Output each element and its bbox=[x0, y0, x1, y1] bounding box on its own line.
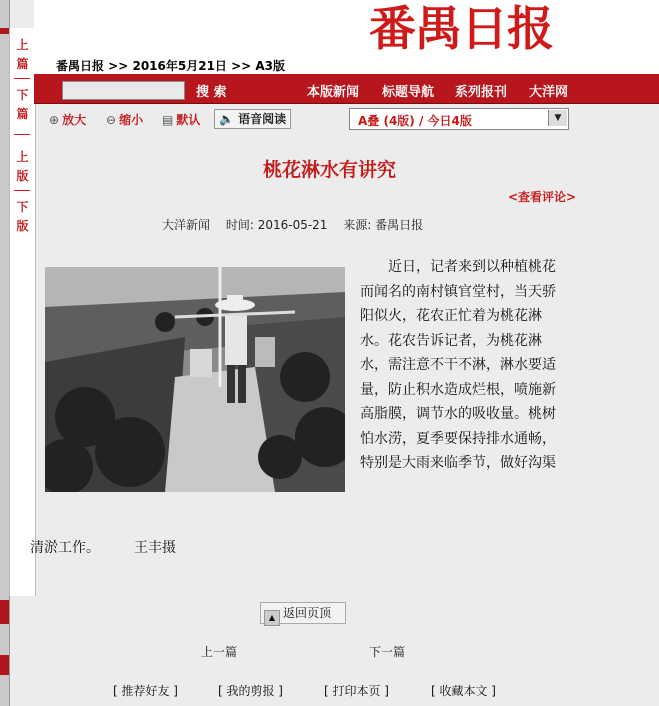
banner bbox=[34, 0, 659, 74]
nav-link-series[interactable]: 系列报刊 bbox=[455, 85, 508, 100]
nav-link-page-news[interactable]: 本版新闻 bbox=[307, 85, 360, 100]
zoom-out-label: 缩小 bbox=[119, 113, 144, 127]
prev-article-char: 篇 bbox=[16, 57, 29, 71]
document-icon: ▤ bbox=[162, 113, 174, 127]
source-site: 大洋新闻 bbox=[162, 218, 211, 232]
next-page-char: 下 bbox=[16, 200, 29, 214]
view-comments-link[interactable]: <查看评论> bbox=[508, 190, 577, 204]
vertical-nav bbox=[9, 28, 36, 596]
nav-link-dayoo[interactable]: 大洋网 bbox=[529, 85, 569, 100]
next-article-link[interactable] bbox=[10, 86, 35, 124]
edge-marker bbox=[0, 28, 9, 34]
farmer-watering-photo bbox=[45, 267, 345, 492]
next-page-link[interactable] bbox=[10, 198, 35, 236]
article-photo bbox=[45, 267, 345, 492]
prev-article-button[interactable]: 上一篇 bbox=[201, 645, 238, 659]
print-page-link[interactable]: [ 打印本页 ] bbox=[324, 684, 389, 698]
chevron-down-icon[interactable]: ▼ bbox=[548, 110, 567, 126]
arrow-up-icon: ▲ bbox=[264, 610, 280, 626]
newspaper-logo: 番禺日报 bbox=[369, 2, 553, 57]
nav-link-title-nav[interactable]: 标题导航 bbox=[382, 85, 435, 100]
divider bbox=[14, 134, 30, 135]
source: 来源: 番禺日报 bbox=[343, 218, 424, 232]
photo-credit: 王丰摄 bbox=[134, 540, 176, 556]
prev-page-char: 上 bbox=[16, 150, 29, 164]
divider bbox=[14, 190, 30, 191]
edition-select-value: A叠 (4版) / 今日4版 bbox=[358, 114, 472, 128]
bookmark-link[interactable]: [ 收藏本文 ] bbox=[431, 684, 496, 698]
zoom-in-label: 放大 bbox=[62, 113, 87, 127]
article-meta bbox=[162, 216, 435, 233]
prev-article-link[interactable] bbox=[10, 36, 35, 74]
default-size-button[interactable] bbox=[162, 111, 200, 128]
search-button[interactable]: 搜 索 bbox=[196, 85, 227, 100]
back-to-top-label: 返回页顶 bbox=[283, 606, 332, 620]
article-body: 近日，记者来到以种植桃花而闻名的南村镇官堂村，当天骄阳似火，花农正忙着为桃花淋水。花农告诉记者，为桃花淋水，需注意不干不淋，淋水要适量，防止积水造成烂根，喷施新高脂膜，调节水的吸收量。桃树怕水涝，夏季要保持排水通畅，特别是大雨来临季节，做好沟渠 bbox=[360, 259, 556, 471]
edition-select[interactable] bbox=[349, 108, 569, 130]
my-clippings-link[interactable]: [ 我的剪报 ] bbox=[218, 684, 283, 698]
zoom-in-button[interactable] bbox=[49, 111, 86, 128]
search-input[interactable] bbox=[62, 81, 185, 100]
zoom-in-icon: ⊕ bbox=[49, 113, 60, 127]
divider bbox=[14, 78, 30, 79]
breadcrumb: 番禺日报 >> 2016年5月21日 >> A3版 bbox=[56, 59, 286, 73]
article-body-tail bbox=[30, 537, 176, 557]
zoom-out-button[interactable] bbox=[106, 111, 143, 128]
next-page-char: 版 bbox=[16, 219, 29, 233]
next-article-char: 篇 bbox=[16, 107, 29, 121]
back-to-top-button[interactable] bbox=[260, 602, 346, 624]
article-title: 桃花淋水有讲究 bbox=[262, 159, 396, 181]
main-nav-bar bbox=[34, 74, 659, 104]
edge-marker bbox=[0, 655, 9, 675]
prev-article-char: 上 bbox=[16, 38, 29, 52]
edge-marker bbox=[0, 600, 9, 624]
default-size-label: 默认 bbox=[176, 113, 201, 127]
zoom-out-icon: ⊖ bbox=[106, 113, 117, 127]
next-article-button[interactable]: 下一篇 bbox=[369, 645, 406, 659]
reading-toolbar bbox=[34, 103, 659, 135]
prev-page-char: 版 bbox=[16, 169, 29, 183]
publish-time: 时间: 2016-05-21 bbox=[225, 218, 328, 232]
next-article-char: 下 bbox=[16, 88, 29, 102]
voice-read-label: 语音阅读 bbox=[238, 112, 287, 126]
voice-read-button[interactable] bbox=[214, 109, 291, 129]
speaker-icon: 🔈 bbox=[219, 112, 234, 126]
article-body-end: 清淤工作。 bbox=[30, 540, 100, 556]
recommend-friend-link[interactable]: [ 推荐好友 ] bbox=[113, 684, 178, 698]
